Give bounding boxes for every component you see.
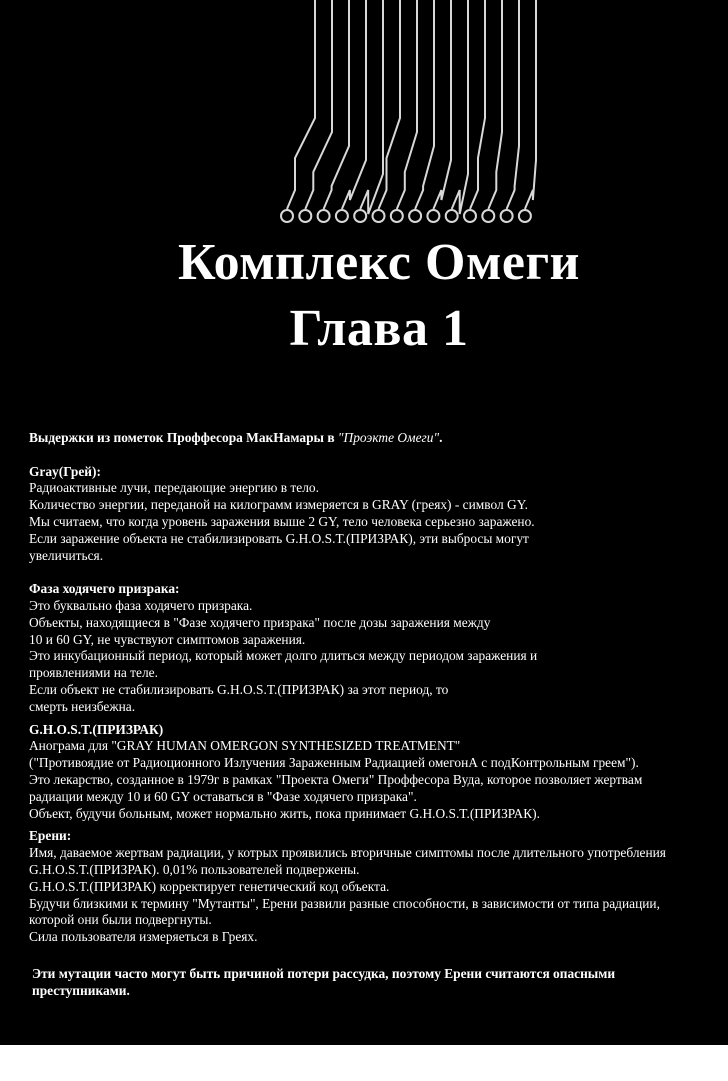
circuit-node	[373, 210, 385, 222]
final-line: преступниками.	[32, 982, 130, 998]
gray-heading: Gray(Грей):	[29, 463, 101, 479]
circuit-trace	[488, 0, 502, 209]
phase-line: Объекты, находящиеся в "Фазе ходячего призрака" после дозы заражения между	[29, 614, 491, 630]
ereni-line: Будучи близкими к термину "Мутанты", Ерени развили разные способности, в зависимости от типа радиации,	[29, 895, 660, 911]
phase-line: 10 и 60 GY, не чувствуют симптомов заражения.	[29, 631, 306, 647]
ereni-line: Имя, даваемое жертвам радиации, у котрых проявились вторичные симптомы после длительного употребления	[29, 845, 666, 861]
ghost-heading: G.H.O.S.T.(ПРИЗРАК)	[29, 721, 164, 737]
chapter-number: Глава 1	[289, 300, 469, 357]
circuit-trace	[507, 0, 519, 209]
circuit-trace	[324, 0, 349, 209]
circuit-lines-decoration	[0, 0, 728, 240]
intro-lead: Выдержки из пометок Проффесора МакНамары в	[29, 430, 338, 445]
circuit-node	[299, 210, 311, 222]
circuit-node	[336, 210, 348, 222]
circuit-node	[464, 210, 476, 222]
ghost-line: Анограма для "GRAY HUMAN OMERGON SYNTHESIZED TREATMENT"	[29, 738, 461, 754]
notes-text	[29, 430, 719, 1000]
phase-line: Это буквально фаза ходячего призрака.	[29, 597, 253, 613]
circuit-node	[519, 210, 531, 222]
circuit-trace	[433, 0, 451, 209]
intro-end: .	[439, 430, 443, 445]
ereni-line: которой они были подвергнуты.	[29, 912, 212, 928]
circuit-trace	[305, 0, 332, 209]
circuit-node	[391, 210, 403, 222]
gray-line: Мы считаем, что когда уровень заражения выше 2 GY, тело человека серьезно заражено.	[29, 513, 535, 529]
next-page-edge	[0, 1045, 728, 1081]
intro-project: "Проэкте Омеги"	[337, 430, 440, 445]
ereni-line: Сила пользователя измеряеться в Греях.	[29, 929, 258, 945]
final-warning	[29, 966, 719, 1000]
circuit-trace	[452, 0, 468, 214]
circuit-node	[446, 210, 458, 222]
circuit-trace	[287, 0, 315, 209]
circuit-trace	[525, 0, 536, 209]
circuit-node	[409, 210, 421, 222]
circuit-node	[354, 210, 366, 222]
gray-line: увеличиться.	[29, 547, 104, 563]
ghost-line: радиации между 10 и 60 GY оставаться в "Фазе ходячего призрака".	[29, 788, 417, 804]
final-line: Эти мутации часто могут быть причиной потери рассудка, поэтому Ерени считаются опасными	[32, 965, 616, 981]
gray-line: Если заражение объекта не стабилизировать G.H.O.S.T.(ПРИЗРАК), эти выбросы могут	[29, 530, 529, 546]
ghost-line: Это лекарство, созданное в 1979г в рамках "Проекта Омеги" Проффесора Вуда, которое позволяет жертвам	[29, 771, 643, 787]
intro-line	[29, 430, 719, 447]
chapter-title: Комплекс Омеги	[177, 234, 581, 291]
circuit-node	[427, 210, 439, 222]
circuit-node	[501, 210, 513, 222]
phase-heading: Фаза ходячего призрака:	[29, 581, 180, 597]
ghost-line: Объект, будучи больным, может нормально жить, пока принимает G.H.O.S.T.(ПРИЗРАК).	[29, 805, 540, 821]
circuit-node	[281, 210, 293, 222]
phase-line: смерть неизбежна.	[29, 698, 136, 714]
circuit-trace	[342, 0, 366, 209]
ereni-heading: Ерени:	[29, 828, 72, 844]
ghost-line: ("Противоядие от Радиоционного Излучения Зараженным Радиацией омегонА с подКонтрольным греем").	[29, 755, 639, 771]
phase-line: Это инкубационный период, который может долго длиться между периодом заражения и	[29, 648, 538, 664]
circuit-trace	[470, 0, 485, 209]
phase-line: проявлениями на теле.	[29, 665, 158, 681]
phase-line: Если объект не стабилизировать G.H.O.S.T.(ПРИЗРАК) за этот период, то	[29, 681, 449, 697]
circuit-node	[482, 210, 494, 222]
circuit-node	[318, 210, 330, 222]
circuit-trace	[360, 0, 383, 214]
gray-line: Радиоактивные лучи, передающие энергию в тело.	[29, 480, 319, 496]
ereni-line: G.H.O.S.T.(ПРИЗРАК) корректирует генетический код объекта.	[29, 878, 390, 894]
gray-line: Количество энергии, переданой на килограмм измеряется в GRAY (греях) - символ GY.	[29, 497, 528, 513]
ereni-line: G.H.O.S.T.(ПРИЗРАК). 0,01% пользователей подвержены.	[29, 861, 360, 877]
